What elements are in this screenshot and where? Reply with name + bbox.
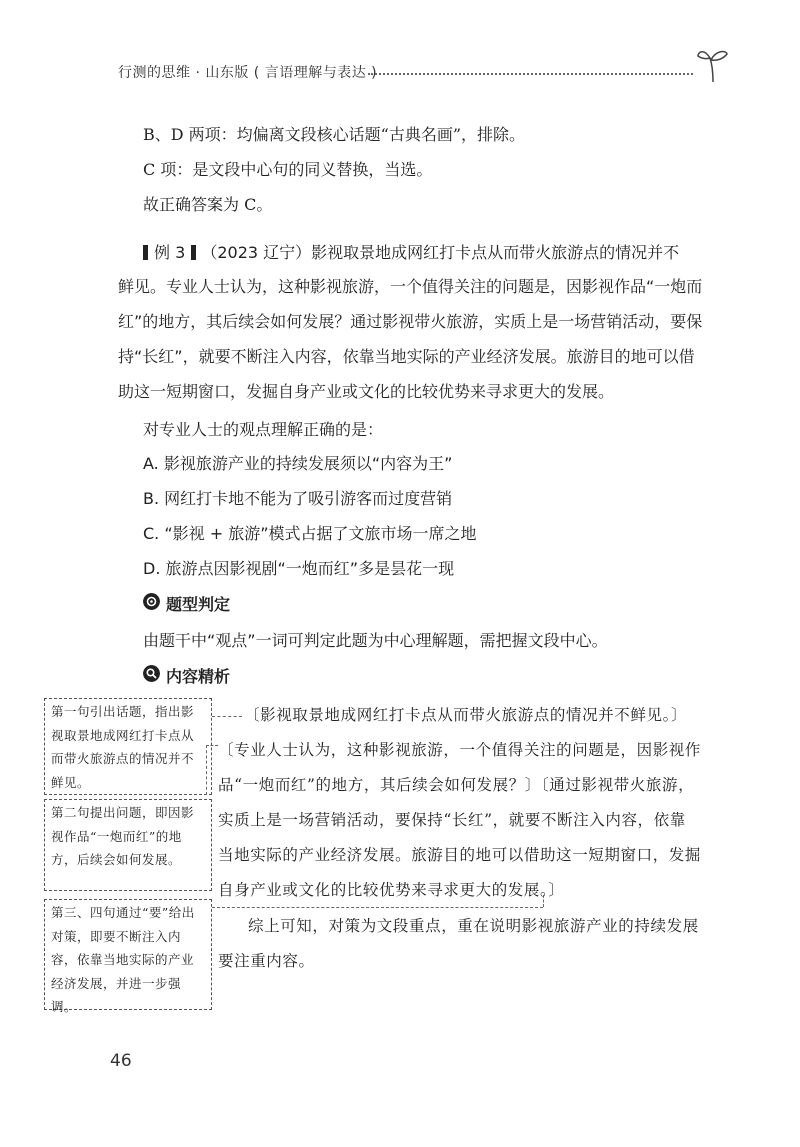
header-divider — [368, 73, 693, 75]
analysis-line-4: 实质上是一场营销活动，要保持“长红”，就要不断注入内容，依靠 — [218, 811, 686, 829]
example-line-2: 鲜见。专业人士认为，这种影视旅游，一个值得关注的问题是，因影视作品“一炮而 — [118, 277, 703, 296]
option-c: C. “影视 + 旅游”模式占据了文旅市场一席之地 — [143, 524, 477, 543]
analysis-line-2: 〔专业人士认为，这种影视旅游，一个值得关注的问题是，因影视作 — [218, 741, 702, 759]
intro-line-2: C 项：是文段中心句的同义替换，当选。 — [143, 160, 433, 179]
analysis-line-6: 自身产业或文化的比较优势来寻求更大的发展。〕 — [218, 881, 565, 899]
gear-icon — [143, 593, 160, 610]
type-section-title: 题型判定 — [166, 595, 231, 614]
note-sentence-2: 第二句提出问题，即因影视作品“一炮而红”的地方，后续会如何发展。 — [44, 799, 212, 891]
header-title: 行测的思维 · 山东版 ( 言语理解与表达 ) — [118, 65, 378, 81]
summary-line-2: 要注重内容。 — [218, 952, 315, 970]
option-b: B. 网红打卡地不能为了吸引游客而过度营销 — [143, 489, 453, 508]
example-bar-right — [191, 245, 196, 260]
example-line-3: 红”的地方，其后续会如何发展？通过影视带火旅游，实质上是一场营销活动，要保 — [118, 312, 703, 331]
intro-line-3: 故正确答案为 C。 — [143, 195, 273, 214]
summary-line-1: 综上可知，对策为文段重点，重在说明影视旅游产业的持续发展 — [248, 917, 699, 935]
example-line-1 — [143, 240, 679, 263]
running-header — [118, 60, 718, 88]
analysis-line-3: 品“一炮而红”的地方，其后续会如何发展？〕〔通过影视带火旅游， — [218, 776, 695, 794]
note-sentence-1: 第一句引出话题，指出影视取景地成网红打卡点从而带火旅游点的情况并不鲜见。 — [44, 698, 212, 795]
example-label: 例 3 — [154, 243, 186, 262]
example-line-4: 持“长红”，就要不断注入内容，依靠当地实际的产业经济发展。旅游目的地可以借 — [118, 347, 695, 366]
note-connector-3b — [212, 907, 543, 908]
page-number: 46 — [110, 1051, 132, 1071]
note-connector-2b — [206, 745, 218, 746]
example-line-5: 助这一短期窗口，发掘自身产业或文化的比较优势来寻求更大的发展。 — [118, 382, 615, 401]
intro-line-1: B、D 两项：均偏离文段核心话题“古典名画”，排除。 — [143, 125, 526, 144]
example-bar-left — [143, 245, 148, 260]
note-connector-2a — [206, 745, 207, 795]
sprout-icon — [696, 44, 730, 84]
note-connector-3a — [543, 895, 544, 907]
example-text-1: （2023 辽宁）影视取景地成网红打卡点从而带火旅游点的情况并不 — [201, 243, 680, 262]
analysis-line-5: 当地实际的产业经济发展。旅游目的地可以借助这一短期窗口，发掘 — [218, 846, 702, 864]
magnifier-icon — [143, 665, 160, 682]
option-a: A. 影视旅游产业的持续发展须以“内容为王” — [143, 454, 453, 473]
note-connector-1 — [212, 716, 242, 717]
analysis-line-1: 〔影视取景地成网红打卡点从而带火旅游点的情况并不鲜见。〕 — [244, 706, 688, 724]
option-d: D. 旅游点因影视剧“一炮而红”多是昙花一现 — [143, 559, 455, 578]
type-section-text: 由题干中“观点”一词可判定此题为中心理解题，需把握文段中心。 — [143, 631, 608, 650]
note-sentence-3-4: 第三、四句通过“要”给出对策，即要不断注入内容，依靠当地实际的产业经济发展，并进一步强调。 — [44, 899, 212, 1010]
question-stem: 对专业人士的观点理解正确的是： — [143, 420, 384, 439]
analysis-section-title: 内容精析 — [166, 667, 231, 686]
